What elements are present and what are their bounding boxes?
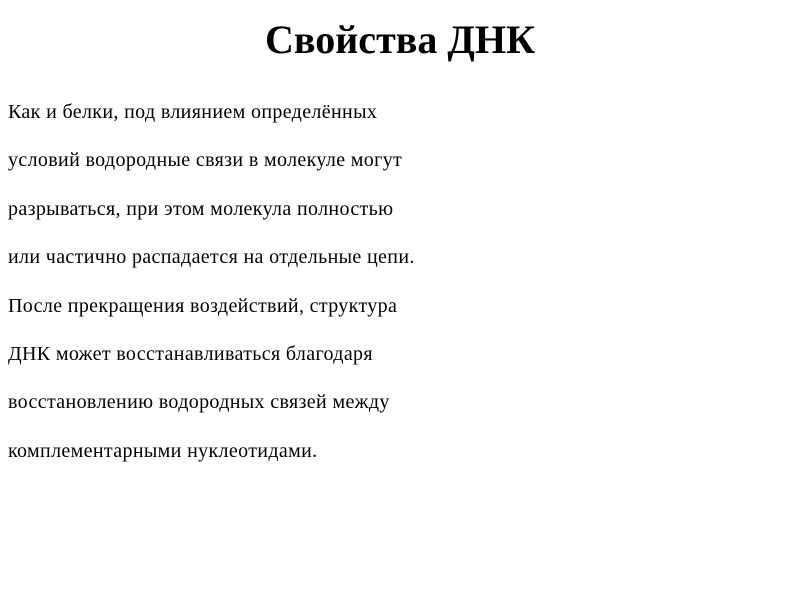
body-line: или частично распадается на отдельные цепи. bbox=[8, 246, 415, 269]
body-line: После прекращения воздействий, структура bbox=[8, 294, 398, 317]
slide-body bbox=[8, 88, 798, 475]
slide-title: Свойства ДНК bbox=[265, 17, 535, 62]
body-line: ДНК может восстанавливаться благодаря bbox=[8, 343, 373, 366]
body-line: комплементарными нуклеотидами. bbox=[8, 439, 318, 462]
body-line: разрываться, при этом молекула полностью bbox=[8, 197, 394, 220]
body-line: условий водородные связи в молекуле могут bbox=[8, 149, 403, 172]
body-line: восстановлению водородных связей между bbox=[8, 391, 390, 414]
body-line: Как и белки, под влиянием определённых bbox=[8, 101, 378, 123]
